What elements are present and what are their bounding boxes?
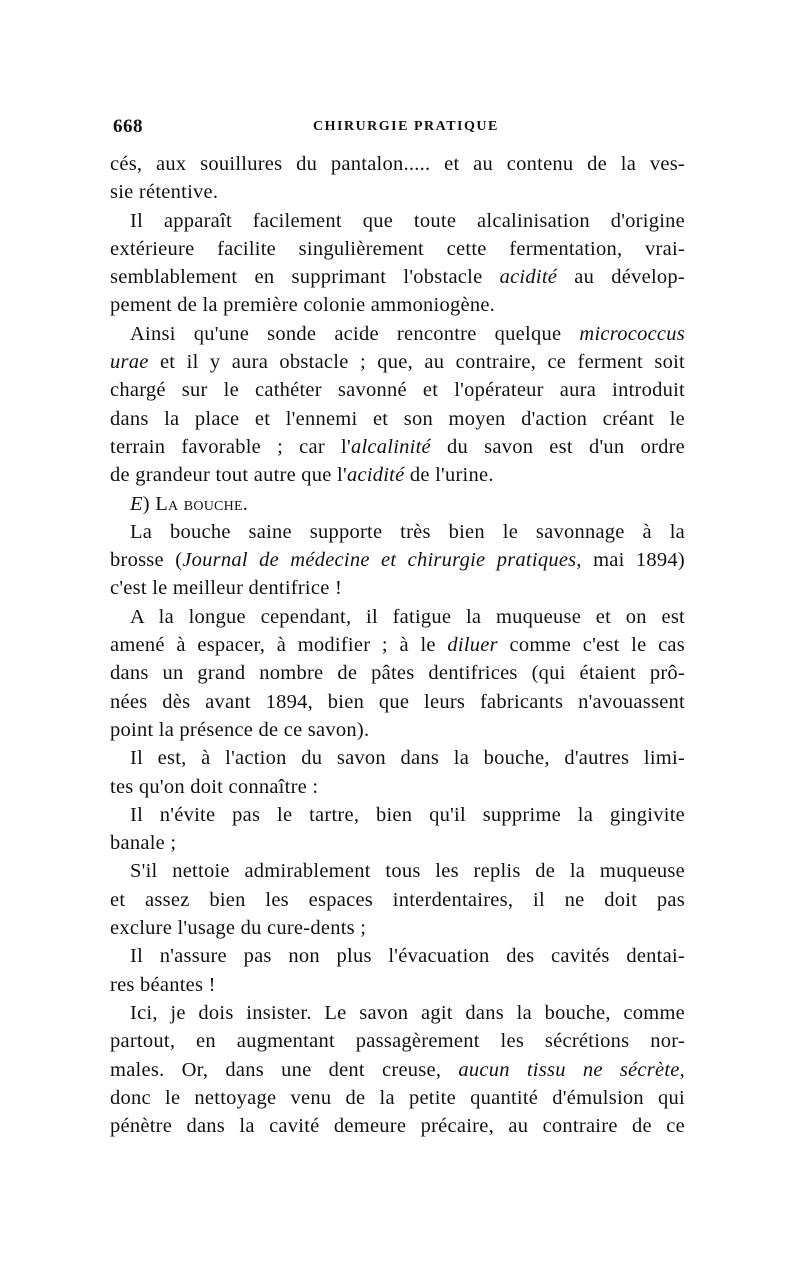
page-number: 668: [113, 116, 143, 137]
running-head: CHIRURGIE PRATIQUE: [313, 119, 499, 134]
italic-term: diluer: [447, 634, 498, 657]
text-line: dans la place et l'ennemi et son moyen d'action créant le: [110, 407, 685, 430]
text-line: exclure l'usage du cure-dents ;: [110, 917, 367, 940]
text-line: chargé sur le cathéter savonné et l'opérateur aura introduit: [110, 379, 685, 402]
text-line: Il est, à l'action du savon dans la bouche, d'autres limi-: [130, 747, 685, 770]
journal-citation: Journal de médecine et chirurgie pratiques: [182, 549, 577, 572]
italic-term: acidité: [499, 266, 558, 289]
text-line: tes qu'on doit connaître :: [110, 775, 319, 798]
text-line: nées dès avant 1894, bien que leurs fabricants n'avouassent: [110, 690, 685, 713]
text-line: Il n'évite pas le tartre, bien qu'il supprime la gingivite: [130, 803, 685, 826]
text-line: La bouche saine supporte très bien le savonnage à la: [130, 520, 685, 543]
italic-term: aucun tissu ne sécrète: [458, 1058, 680, 1081]
text-line: amené à espacer, à modifier ; à le diluer comme c'est le cas: [110, 634, 686, 657]
text-line: terrain favorable ; car l'alcalinité du savon est d'un ordre: [110, 435, 685, 458]
text-line: Il n'assure pas non plus l'évacuation des cavités dentai-: [130, 945, 685, 968]
text-line: Ici, je dois insister. Le savon agit dans la bouche, comme: [130, 1001, 685, 1024]
text-line: c'est le meilleur dentifrice !: [110, 577, 343, 600]
text-line: A la longue cependant, il fatigue la muqueuse et on est: [130, 605, 685, 628]
text-line: pénètre dans la cavité demeure précaire, au contraire de ce: [110, 1115, 685, 1138]
italic-term: acidité: [346, 464, 405, 487]
italic-term: alcalinité: [350, 435, 431, 458]
text-line: et assez bien les espaces interdentaires, il ne doit pas: [110, 888, 685, 911]
text-line: urae et il y aura obstacle ; que, au contraire, ce ferment soit: [110, 351, 685, 374]
text-line: dans un grand nombre de pâtes dentifrices (qui étaient prô-: [110, 662, 685, 685]
section-letter: E: [130, 492, 143, 515]
text-line: point la présence de ce savon).: [110, 718, 370, 741]
text-line: S'il nettoie admirablement tous les replis de la muqueuse: [130, 860, 685, 883]
text-line: males. Or, dans une dent creuse, aucun tissu ne sécrète,: [110, 1058, 685, 1081]
text-line: banale ;: [110, 832, 177, 855]
section-title: ) La bouche.: [142, 492, 249, 515]
text-line: cés, aux souillures du pantalon..... et au contenu de la ves-: [110, 153, 685, 175]
italic-term: urae: [110, 351, 149, 374]
text-line: sie rétentive.: [110, 181, 219, 204]
section-heading: [110, 490, 685, 518]
text-line: Ainsi qu'une sonde acide rencontre quelque micrococcus: [130, 322, 685, 345]
text-line: Il apparaît facilement que toute alcalinisation d'origine: [130, 209, 685, 232]
text-line: brosse (Journal de médecine et chirurgie pratiques, mai 1894): [110, 549, 685, 572]
text-line: extérieure facilite singulièrement cette fermentation, vrai-: [110, 237, 685, 260]
page-header: [113, 116, 683, 138]
text-line: pement de la première colonie ammoniogène.: [110, 294, 496, 317]
text-line: res béantes !: [110, 973, 216, 996]
body-text: [110, 150, 685, 1140]
text-line: donc le nettoyage venu de la petite quantité d'émulsion qui: [110, 1086, 685, 1109]
italic-term: micrococcus: [579, 322, 685, 345]
text-line: partout, en augmentant passagèrement les sécrétions nor-: [110, 1030, 685, 1053]
text-line: semblablement en supprimant l'obstacle acidité au dévelop-: [110, 266, 685, 289]
text-line: de grandeur tout autre que l'acidité de l'urine.: [110, 464, 494, 487]
